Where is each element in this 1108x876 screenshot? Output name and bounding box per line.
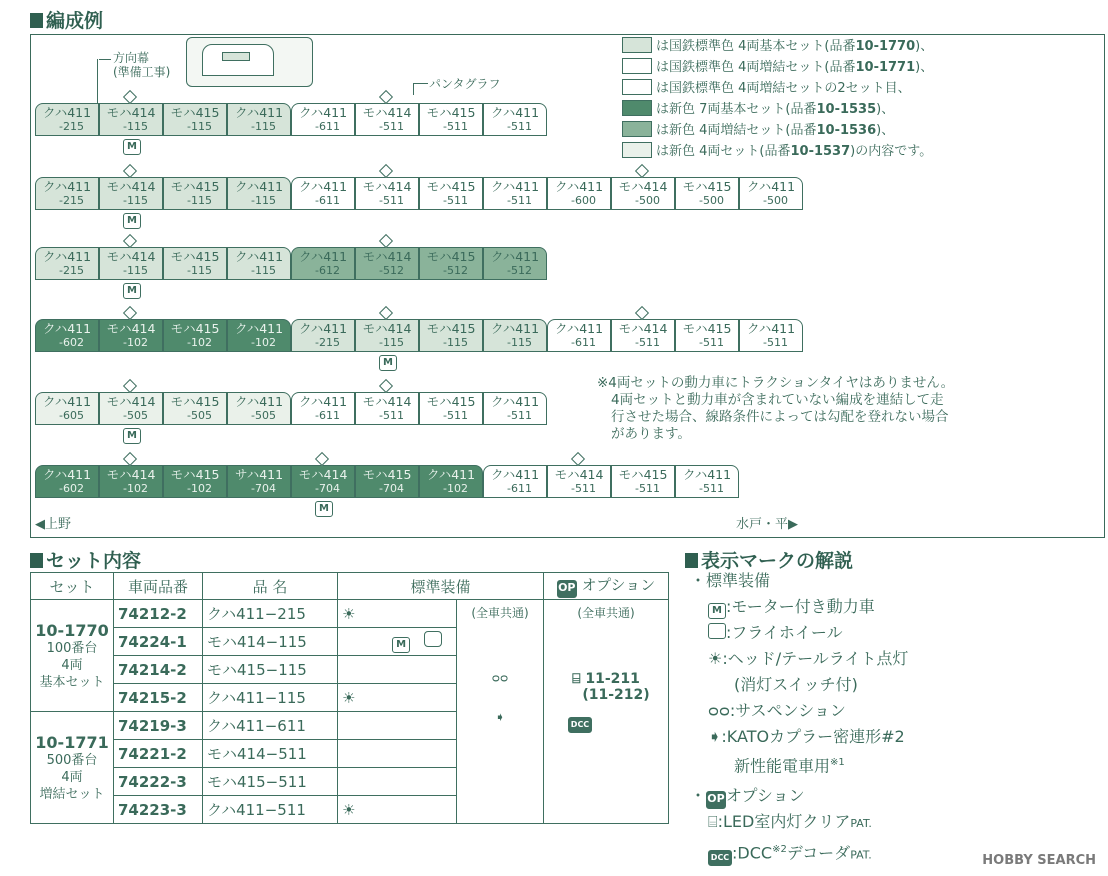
pantograph-icon <box>635 164 649 178</box>
train-car <box>611 177 675 210</box>
car-serial: -102 <box>187 482 212 495</box>
dcc-icon: DCC <box>568 717 592 733</box>
pantograph-icon <box>123 164 137 178</box>
train-car <box>355 465 419 498</box>
train-car <box>35 392 99 425</box>
light-icon: ☀ <box>338 684 457 712</box>
car-name: モハ415−511 <box>203 768 338 796</box>
car-serial: -115 <box>187 264 212 277</box>
col-part: 車両品番 <box>114 573 203 600</box>
car-type: モハ414 <box>362 105 412 120</box>
car-type: モハ414 <box>106 394 156 409</box>
car-name: モハ414−115 <box>203 628 338 656</box>
car-serial: -511 <box>443 409 468 422</box>
car-type: クハ411 <box>234 179 284 194</box>
train-car <box>419 465 483 498</box>
car-serial: -611 <box>507 482 532 495</box>
direction-left: ◀上野 <box>35 517 71 532</box>
car-type: モハ415 <box>618 467 668 482</box>
marks-explanation: ・標準装備 M :モーター付き動力車 :フライホイール ☀:ヘッド/テールライト点灯 (消灯スイッチ付) ᴑᴑ:サスペンション ➧:KATOカプラー密連形#2 新性能電車用$^{※1}$ ・OPオプション ⌸:LED室内灯クリアPAT. DCC :DCC$^{※2}$デコーダPAT. <box>690 568 908 869</box>
train-car <box>611 465 675 498</box>
train-car <box>99 177 163 210</box>
car-serial: -605 <box>59 409 84 422</box>
car-serial: -511 <box>571 482 596 495</box>
car-serial: -611 <box>315 194 340 207</box>
car-type: モハ414 <box>298 467 348 482</box>
car-type: クハ411 <box>682 467 732 482</box>
car-serial: -215 <box>315 336 340 349</box>
car-serial: -511 <box>379 409 404 422</box>
pantograph-icon <box>123 234 137 248</box>
car-type: モハ414 <box>106 249 156 264</box>
car-type: モハ414 <box>106 467 156 482</box>
coupler-icon: ➧ <box>708 727 722 746</box>
train-car <box>483 319 547 352</box>
car-serial: -102 <box>123 336 148 349</box>
col-option: OP オプション <box>544 573 669 600</box>
car-serial: -215 <box>59 194 84 207</box>
pantograph-icon <box>315 452 329 466</box>
car-serial: -115 <box>507 336 532 349</box>
car-serial: -505 <box>123 409 148 422</box>
car-type: モハ414 <box>618 179 668 194</box>
car-type: クハ411 <box>42 321 92 336</box>
car-serial: -511 <box>379 120 404 133</box>
train-car <box>163 103 227 136</box>
car-type: モハ414 <box>618 321 668 336</box>
train-car <box>547 465 611 498</box>
part-number: 74212-2 <box>114 600 203 628</box>
pantograph-callout: パンタグラフ <box>429 77 501 91</box>
car-serial: -512 <box>507 264 532 277</box>
car-type: モハ415 <box>170 249 220 264</box>
car-serial: -102 <box>251 336 276 349</box>
train-car <box>355 247 419 280</box>
car-serial: -115 <box>123 264 148 277</box>
car-type: クハ411 <box>234 394 284 409</box>
train-car <box>227 103 291 136</box>
car-type: クハ411 <box>298 179 348 194</box>
train-car <box>227 392 291 425</box>
car-type: モハ414 <box>362 394 412 409</box>
car-type: モハ414 <box>106 321 156 336</box>
car-serial: -115 <box>123 120 148 133</box>
train-car <box>419 103 483 136</box>
car-serial: -511 <box>379 194 404 207</box>
car-type: クハ411 <box>490 394 540 409</box>
legend-item: は新色 4両増結セット(品番10-1536)、 <box>622 121 894 139</box>
car-serial: -500 <box>763 194 788 207</box>
car-serial: -704 <box>379 482 404 495</box>
legend-swatch <box>622 79 652 95</box>
car-type: モハ415 <box>426 249 476 264</box>
train-car <box>355 392 419 425</box>
formation-panel <box>30 34 1105 538</box>
car-type: クハ411 <box>298 249 348 264</box>
part-number: 74221-2 <box>114 740 203 768</box>
train-car <box>739 319 803 352</box>
car-serial: -115 <box>187 120 212 133</box>
car-serial: -511 <box>507 120 532 133</box>
light-icon: ☀ <box>338 600 457 628</box>
train-car <box>227 319 291 352</box>
car-type: モハ415 <box>426 179 476 194</box>
train-car <box>547 177 611 210</box>
car-type: モハ415 <box>170 467 220 482</box>
train-car <box>483 103 547 136</box>
train-car <box>163 465 227 498</box>
train-car <box>355 103 419 136</box>
train-car <box>227 177 291 210</box>
coupler-icon: ➧ <box>494 710 506 724</box>
train-car <box>291 319 355 352</box>
part-number: 74215-2 <box>114 684 203 712</box>
set-contents-table <box>30 572 669 824</box>
car-type: モハ414 <box>554 467 604 482</box>
pantograph-icon <box>571 452 585 466</box>
section-title-formation: 編成例 <box>30 6 103 33</box>
train-car <box>419 177 483 210</box>
train-car <box>35 247 99 280</box>
car-type: モハ414 <box>106 179 156 194</box>
train-car <box>99 103 163 136</box>
col-standard: 標準装備 <box>338 573 544 600</box>
car-serial: -215 <box>59 120 84 133</box>
car-serial: -115 <box>251 120 276 133</box>
pantograph-icon <box>379 379 393 393</box>
motor-icon: M <box>379 355 397 371</box>
pantograph-icon <box>123 379 137 393</box>
car-serial: -704 <box>315 482 340 495</box>
train-car <box>163 319 227 352</box>
train-car <box>99 465 163 498</box>
car-serial: -505 <box>187 409 212 422</box>
train-car <box>163 392 227 425</box>
train-car <box>419 247 483 280</box>
direction-right: 水戸・平▶ <box>736 517 798 532</box>
car-name: モハ414−511 <box>203 740 338 768</box>
destination-callout: 方向幕 (準備工事) <box>113 51 171 79</box>
legend-swatch <box>622 58 652 74</box>
car-type: クハ411 <box>298 105 348 120</box>
train-car <box>291 465 355 498</box>
train-car <box>291 247 355 280</box>
led-icon: ⌸ <box>572 671 581 687</box>
car-type: モハ415 <box>170 394 220 409</box>
op-icon: OP <box>706 791 726 809</box>
car-serial: -115 <box>379 336 404 349</box>
car-type: モハ415 <box>426 105 476 120</box>
flywheel-icon <box>708 623 726 639</box>
train-car <box>227 465 291 498</box>
pantograph-icon <box>379 234 393 248</box>
motor-icon: M <box>123 213 141 229</box>
car-front-illustration <box>186 37 313 87</box>
legend-swatch <box>622 142 652 158</box>
legend-item: は国鉄標準色 4両基本セット(品番10-1770)、 <box>622 37 933 55</box>
car-serial: -115 <box>251 194 276 207</box>
part-number: 74223-3 <box>114 796 203 824</box>
pantograph-icon <box>123 306 137 320</box>
train-car <box>419 319 483 352</box>
car-serial: -511 <box>443 120 468 133</box>
car-type: モハ415 <box>682 179 732 194</box>
car-type: モハ415 <box>426 394 476 409</box>
motor-icon: M <box>708 603 726 619</box>
car-type: クハ411 <box>234 249 284 264</box>
car-type: クハ411 <box>490 179 540 194</box>
car-serial: -115 <box>251 264 276 277</box>
std-common: (全車共通) ᴑᴑ ➧ <box>457 600 544 824</box>
car-serial: -505 <box>251 409 276 422</box>
car-type: クハ411 <box>234 105 284 120</box>
dcc-icon: DCC <box>708 850 732 866</box>
car-serial: -115 <box>443 336 468 349</box>
part-number: 74224-1 <box>114 628 203 656</box>
watermark-logo: HOBBY SEARCH <box>982 853 1096 868</box>
light-icon: ☀ <box>338 796 457 824</box>
car-type: クハ411 <box>42 105 92 120</box>
car-type: クハ411 <box>426 467 476 482</box>
legend-item: は新色 7両基本セット(品番10-1535)、 <box>622 100 894 118</box>
part-number: 74214-2 <box>114 656 203 684</box>
part-number: 74219-3 <box>114 712 203 740</box>
flywheel-icon <box>424 631 442 647</box>
car-serial: -512 <box>443 264 468 277</box>
set-1771: 10-1771 500番台 4両 増結セット <box>31 712 114 824</box>
car-serial: -511 <box>699 336 724 349</box>
car-serial: -611 <box>315 120 340 133</box>
car-serial: -511 <box>763 336 788 349</box>
car-type: モハ414 <box>106 105 156 120</box>
car-serial: -602 <box>59 482 84 495</box>
car-serial: -500 <box>699 194 724 207</box>
part-number: 74222-3 <box>114 768 203 796</box>
car-type: モハ415 <box>170 105 220 120</box>
car-serial: -611 <box>315 409 340 422</box>
car-serial: -511 <box>635 482 660 495</box>
car-serial: -511 <box>699 482 724 495</box>
col-name: 品 名 <box>203 573 338 600</box>
pantograph-icon <box>379 306 393 320</box>
car-type: クハ411 <box>42 179 92 194</box>
train-car <box>483 465 547 498</box>
car-name: クハ411−215 <box>203 600 338 628</box>
train-car <box>675 465 739 498</box>
section-title-marks: 表示マークの解説 <box>685 546 853 573</box>
car-serial: -511 <box>443 194 468 207</box>
motor-icon: M <box>123 428 141 444</box>
car-type: サハ411 <box>234 467 284 482</box>
car-serial: -612 <box>315 264 340 277</box>
train-car <box>291 392 355 425</box>
car-name: モハ415−115 <box>203 656 338 684</box>
car-serial: -611 <box>571 336 596 349</box>
car-type: クハ411 <box>554 321 604 336</box>
car-name: クハ411−611 <box>203 712 338 740</box>
train-car <box>611 319 675 352</box>
car-type: クハ411 <box>490 249 540 264</box>
car-serial: -511 <box>507 194 532 207</box>
car-type: モハ414 <box>362 179 412 194</box>
car-type: モハ415 <box>170 179 220 194</box>
car-type: モハ414 <box>362 249 412 264</box>
legend-item: は新色 4両セット(品番10-1537)の内容です。 <box>622 142 932 160</box>
motor-icon: M <box>123 283 141 299</box>
car-type: モハ414 <box>362 321 412 336</box>
pantograph-icon <box>123 452 137 466</box>
traction-note: ※4両セットの動力車にトラクションタイヤはありません。 4両セットと動力車が含まれていない編成を連結して走 行させた場合、線路条件によっては勾配を登れない場合 があります。 <box>597 375 955 442</box>
train-car <box>355 319 419 352</box>
legend-swatch <box>622 100 652 116</box>
train-car <box>547 319 611 352</box>
train-car <box>483 177 547 210</box>
legend-swatch <box>622 121 652 137</box>
pantograph-icon <box>379 90 393 104</box>
train-car <box>355 177 419 210</box>
car-serial: -511 <box>635 336 660 349</box>
car-type: クハ411 <box>490 105 540 120</box>
legend-swatch <box>622 37 652 53</box>
car-type: クハ411 <box>554 179 604 194</box>
car-serial: -115 <box>123 194 148 207</box>
legend-item: は国鉄標準色 4両増結セットの2セット目、 <box>622 79 911 97</box>
section-title-set-contents: セット内容 <box>30 546 141 573</box>
car-serial: -102 <box>443 482 468 495</box>
train-car <box>163 247 227 280</box>
car-type: モハ415 <box>362 467 412 482</box>
car-type: モハ415 <box>682 321 732 336</box>
train-car <box>35 103 99 136</box>
motor-icon: M <box>315 501 333 517</box>
motor-flywheel-icons: M <box>338 628 457 656</box>
car-serial: -512 <box>379 264 404 277</box>
light-icon: ☀ <box>708 649 723 668</box>
motor-icon: M <box>123 139 141 155</box>
train-car <box>99 319 163 352</box>
set-1770: 10-1770 100番台 4両 基本セット <box>31 600 114 712</box>
opt-common: (全車共通) ⌸ 11-211 (11-212) DCC <box>544 600 669 824</box>
led-icon: ⌸ <box>708 812 718 832</box>
car-serial: -115 <box>187 194 212 207</box>
train-car <box>163 177 227 210</box>
car-type: クハ411 <box>298 321 348 336</box>
car-serial: -602 <box>59 336 84 349</box>
car-type: クハ411 <box>490 467 540 482</box>
car-type: クハ411 <box>234 321 284 336</box>
train-car <box>675 177 739 210</box>
train-car <box>291 103 355 136</box>
car-serial: -500 <box>635 194 660 207</box>
car-serial: -102 <box>123 482 148 495</box>
pantograph-icon <box>635 306 649 320</box>
pantograph-icon <box>379 164 393 178</box>
car-type: クハ411 <box>490 321 540 336</box>
car-type: クハ411 <box>298 394 348 409</box>
car-type: クハ411 <box>42 394 92 409</box>
train-car <box>291 177 355 210</box>
car-serial: -102 <box>187 336 212 349</box>
suspension-icon: ᴑᴑ <box>491 671 509 685</box>
car-name: クハ411−511 <box>203 796 338 824</box>
train-car <box>739 177 803 210</box>
pantograph-icon <box>123 90 137 104</box>
train-car <box>483 247 547 280</box>
train-car <box>35 319 99 352</box>
car-type: クハ411 <box>42 249 92 264</box>
train-car <box>419 392 483 425</box>
car-type: クハ411 <box>42 467 92 482</box>
car-serial: -704 <box>251 482 276 495</box>
suspension-icon: ᴑᴑ <box>708 701 730 720</box>
train-car <box>675 319 739 352</box>
train-car <box>227 247 291 280</box>
legend-item: は国鉄標準色 4両増結セット(品番10-1771)、 <box>622 58 933 76</box>
car-type: モハ415 <box>170 321 220 336</box>
train-car <box>483 392 547 425</box>
car-type: クハ411 <box>746 179 796 194</box>
train-car <box>35 177 99 210</box>
car-serial: -600 <box>571 194 596 207</box>
car-serial: -215 <box>59 264 84 277</box>
car-name: クハ411−115 <box>203 684 338 712</box>
train-car <box>35 465 99 498</box>
col-set: セット <box>31 573 114 600</box>
car-type: クハ411 <box>746 321 796 336</box>
train-car <box>99 392 163 425</box>
car-serial: -511 <box>507 409 532 422</box>
train-car <box>99 247 163 280</box>
car-type: モハ415 <box>426 321 476 336</box>
